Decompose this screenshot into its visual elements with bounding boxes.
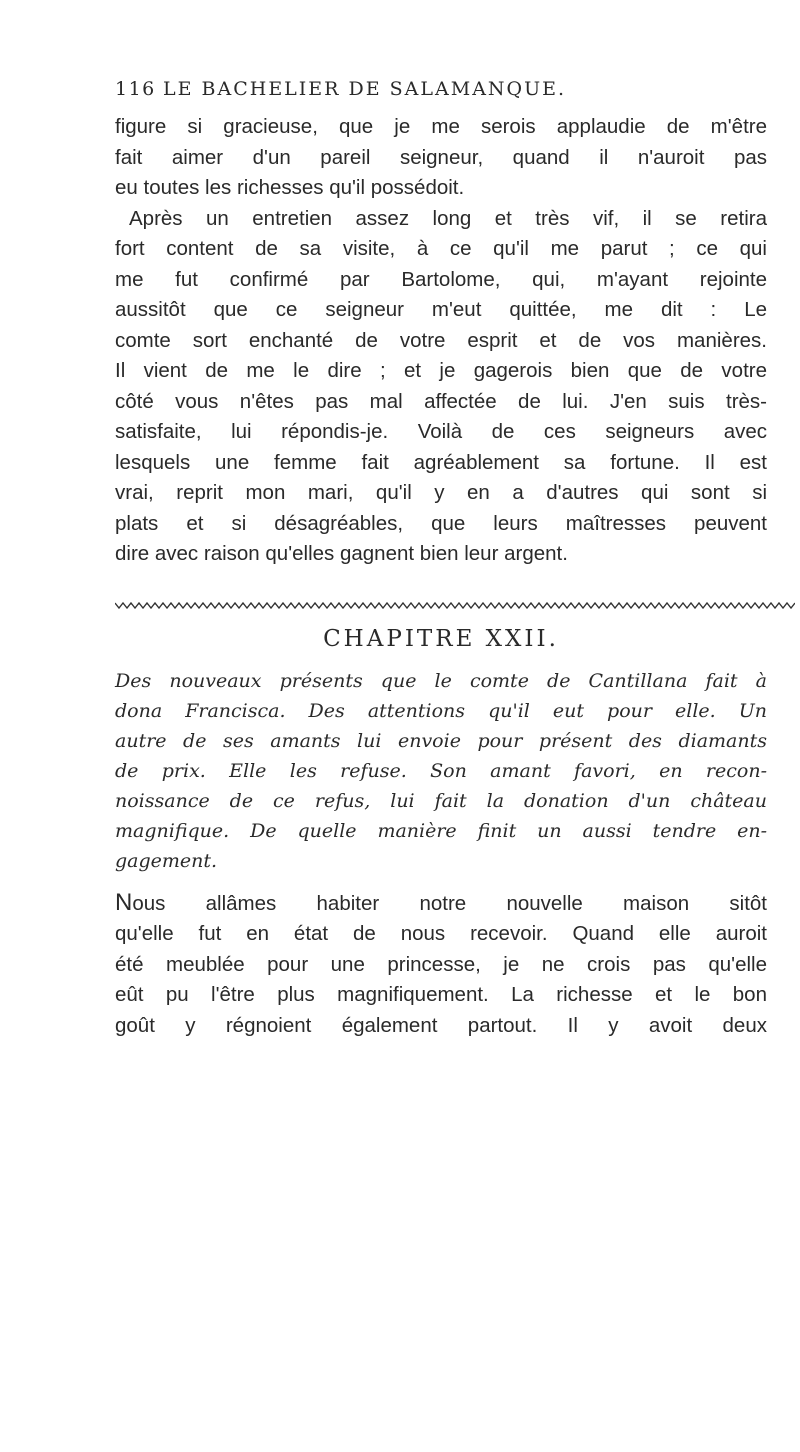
- text-line: goût y régnoient également partout. Il y avoit deux: [115, 1013, 767, 1037]
- text-line: qu'elle fut en état de nous recevoir. Quand elle auroit: [115, 922, 767, 945]
- text-line: côté vous n'êtes pas mal affectée de lui. J'en suis très-: [115, 389, 767, 413]
- text-line: figure si gracieuse, que je me serois applaudie de m'être: [115, 115, 767, 138]
- text-line: fait aimer d'un pareil seigneur, quand il n'auroit pas: [115, 145, 767, 169]
- text-line: eu toutes les richesses qu'il possédoit.: [115, 176, 465, 199]
- text-line-rest: ous allâmes habiter notre nouvelle maison sitôt: [132, 891, 767, 915]
- running-title: LE BACHELIER DE SALAMANQUE.: [163, 78, 567, 100]
- text-line: satisfaite, lui répondis-je. Voilà de ces seigneurs avec: [115, 420, 767, 443]
- summary-line: autre de ses amants lui envoie pour présent des diamants: [115, 729, 767, 752]
- summary-line: Des nouveaux présents que le comte de Cantillana fait à: [115, 669, 767, 692]
- text-line: vrai, reprit mon mari, qu'il y en a d'autres qui sont si: [115, 481, 767, 504]
- chapter-title: CHAPITRE XXII.: [323, 625, 559, 652]
- zigzag-rule: [115, 600, 795, 610]
- chapter-summary: [115, 666, 767, 876]
- summary-line: de prix. Elle les refuse. Son amant favori, en recon-: [115, 759, 767, 782]
- text-line: comte sort enchanté de votre esprit et de vos manières.: [115, 328, 767, 352]
- summary-line: noissance de ce refus, lui fait la donation d'un château: [115, 789, 767, 812]
- text-line: plats et si désagréables, que leurs maîtresses peuvent: [115, 511, 767, 535]
- text-line: [115, 888, 767, 920]
- summary-line: gagement.: [115, 849, 218, 872]
- paragraph: [115, 204, 767, 570]
- text-line: Il vient de me le dire ; et je gagerois bien que de votre: [115, 359, 767, 382]
- ornamental-rule: [115, 600, 795, 610]
- running-head: [115, 78, 767, 112]
- paragraph: [115, 888, 767, 1042]
- text-line: dire avec raison qu'elles gagnent bien leur argent.: [115, 542, 568, 565]
- text-line: été meublée pour une princesse, je ne crois pas qu'elle: [115, 952, 767, 976]
- page-number: 116: [115, 78, 156, 100]
- text-line: lesquels une femme fait agréablement sa fortune. Il est: [115, 450, 767, 474]
- text-line: aussitôt que ce seigneur m'eut quittée, me dit : Le: [115, 298, 767, 321]
- text-line: eût pu l'être plus magnifiquement. La richesse et le bon: [115, 983, 767, 1006]
- text-line: Après un entretien assez long et très vif, il se retira: [129, 206, 767, 230]
- text-line: fort content de sa visite, à ce qu'il me parut ; ce qui: [115, 237, 767, 260]
- drop-capital: N: [115, 888, 133, 916]
- paragraph-continued: [115, 112, 767, 204]
- book-page: [115, 78, 767, 1041]
- summary-line: dona Francisca. Des attentions qu'il eut pour elle. Un: [115, 699, 767, 722]
- summary-line: magnifique. De quelle manière finit un aussi tendre en-: [115, 819, 767, 842]
- text-line: me fut confirmé par Bartolome, qui, m'ayant rejointe: [115, 267, 767, 291]
